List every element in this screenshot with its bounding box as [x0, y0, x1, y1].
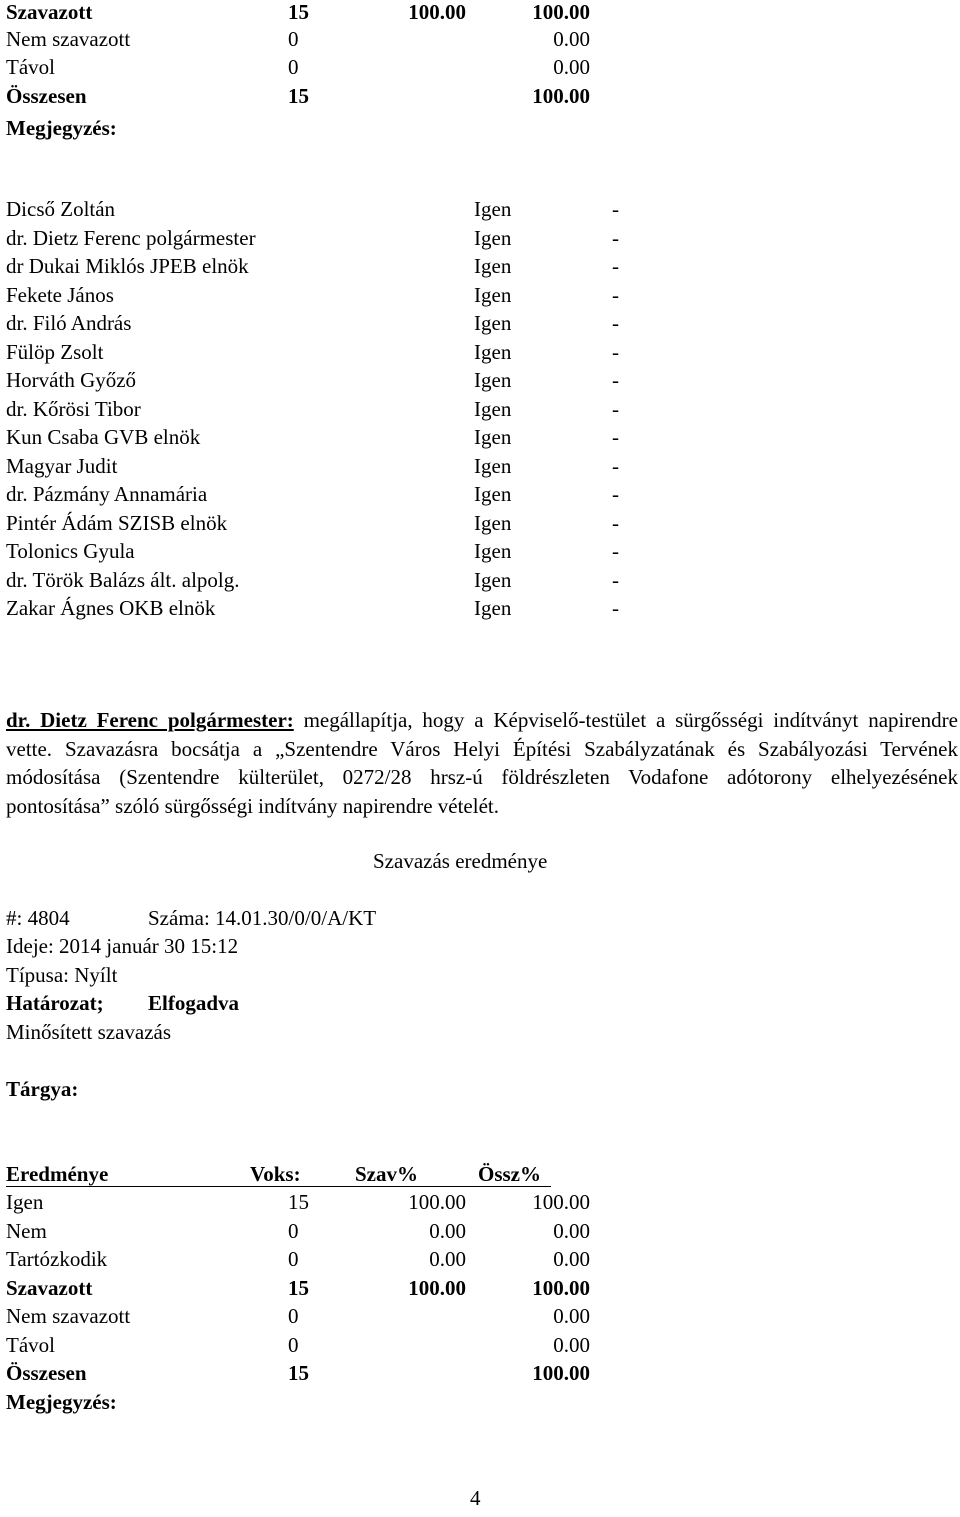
decision-label: Határozat; [6, 991, 104, 1015]
voter-extra: - [612, 596, 619, 620]
vote-date: Ideje: 2014 január 30 15:12 [6, 934, 239, 958]
decision-value: Elfogadva [148, 991, 240, 1015]
top-note-label: Megjegyzés: [6, 116, 117, 140]
result-row-ossz: 0.00 [553, 1218, 590, 1243]
vote-number: Száma: 14.01.30/0/0/A/KT [148, 906, 377, 930]
voter-name: Pintér Ádám SZISB elnök [6, 510, 228, 535]
vote-type: Típusa: Nyílt [6, 963, 118, 987]
voter-extra: - [612, 425, 619, 449]
top-row-label: Távol [6, 55, 55, 79]
voter-vote: Igen [474, 596, 512, 620]
result-row-szav: 0.00 [429, 1218, 466, 1243]
voter-extra: - [612, 396, 619, 421]
top-row-szav: 100.00 [408, 0, 466, 24]
result-row-voks: 0 [288, 1247, 299, 1271]
result-row-label: Nem [6, 1218, 47, 1243]
result-row-ossz: 100.00 [532, 1190, 590, 1214]
voter-name: dr. Pázmány Annamária [6, 482, 208, 506]
voter-extra: - [612, 225, 619, 250]
result-row-ossz: 0.00 [553, 1304, 590, 1328]
top-row-voks: 0 [288, 55, 299, 79]
voter-vote: Igen [474, 539, 512, 563]
result-row-label: Tartózkodik [6, 1247, 108, 1271]
result-row-voks: 0 [288, 1304, 299, 1328]
statement-speaker: dr. Dietz Ferenc polgármester: [6, 708, 294, 732]
result-row-label: Igen [6, 1190, 44, 1214]
voter-vote: Igen [474, 197, 512, 221]
voter-name: Kun Csaba GVB elnök [6, 425, 201, 449]
voter-vote: Igen [474, 254, 512, 278]
voter-extra: - [612, 539, 619, 563]
result-row-szav: 0.00 [429, 1247, 466, 1271]
voter-name: Magyar Judit [6, 453, 118, 478]
header-szav: Szav% [355, 1162, 418, 1186]
top-row-ossz: 0.00 [553, 27, 590, 51]
top-row-voks: 15 [288, 0, 309, 24]
voter-vote: Igen [474, 225, 512, 250]
voter-extra: - [612, 482, 619, 506]
result-note-label: Megjegyzés: [6, 1390, 117, 1414]
voter-vote: Igen [474, 453, 512, 478]
voter-extra: - [612, 311, 619, 335]
result-row-voks: 15 [288, 1275, 309, 1300]
top-row-label: Szavazott [6, 0, 93, 24]
voter-vote: Igen [474, 425, 512, 449]
voter-vote: Igen [474, 311, 512, 335]
result-row-voks: 15 [288, 1190, 309, 1214]
result-row-voks: 0 [288, 1218, 299, 1243]
result-row-label: Összesen [6, 1361, 87, 1385]
voter-name: Horváth Győző [6, 368, 137, 392]
voter-extra: - [612, 197, 619, 221]
voter-extra: - [612, 510, 619, 535]
statement-text: megállapítja, hogy a Képviselő-testület a sürgősségi indítványt napirendre vette. Szavazásra bocsátja a „Szentendre Város Helyi Építési Szabályzatának és Szabályozási Tervének módosítása (Szentendre külterület, 0272/28 hrsz-ú földrészleten Vodafone adótorony elhelyezésének pontosítása” szóló sürgősségi indítvány napirendre vételét. [6, 708, 958, 818]
voter-vote: Igen [474, 282, 512, 307]
voter-name: dr. Dietz Ferenc polgármester [6, 225, 256, 250]
result-row-ossz: 0.00 [553, 1332, 590, 1357]
page-number: 4 [470, 1486, 481, 1510]
result-row-voks: 15 [288, 1361, 309, 1385]
top-row-voks: 0 [288, 27, 299, 51]
header-eredmenye: Eredménye [6, 1162, 109, 1186]
top-row-ossz: 100.00 [532, 84, 590, 108]
voter-vote: Igen [474, 510, 512, 535]
statement-paragraph [6, 706, 958, 820]
voter-extra: - [612, 567, 619, 592]
voter-name: dr Dukai Miklós JPEB elnök [6, 254, 249, 278]
voter-name: Dicső Zoltán [6, 197, 116, 221]
vote-id: #: 4804 [6, 906, 70, 930]
top-row-voks: 15 [288, 84, 309, 108]
subject-label: Tárgya: [6, 1077, 79, 1101]
result-row-ossz: 100.00 [532, 1361, 590, 1385]
result-row-label: Szavazott [6, 1275, 93, 1300]
header-voks: Voks: [250, 1162, 301, 1186]
top-row-ossz: 100.00 [532, 0, 590, 24]
voter-name: Fekete János [6, 282, 114, 307]
voter-extra: - [612, 453, 619, 478]
result-row-ossz: 100.00 [532, 1275, 590, 1300]
voter-name: dr. Török Balázs ált. alpolg. [6, 567, 240, 592]
voter-vote: Igen [474, 339, 512, 364]
voter-vote: Igen [474, 567, 512, 592]
result-row-label: Távol [6, 1332, 55, 1357]
voter-vote: Igen [474, 396, 512, 421]
top-row-ossz: 0.00 [553, 55, 590, 79]
voter-name: Zakar Ágnes OKB elnök [6, 596, 216, 620]
header-ossz: Össz% [478, 1162, 541, 1186]
voter-name: dr. Filó András [6, 311, 132, 335]
qualified-vote: Minősített szavazás [6, 1020, 172, 1044]
voter-name: dr. Kőrösi Tibor [6, 396, 141, 421]
voter-vote: Igen [474, 368, 512, 392]
vote-result-heading: Szavazás eredménye [373, 849, 548, 873]
voter-extra: - [612, 282, 619, 307]
result-row-szav: 100.00 [408, 1275, 466, 1300]
result-row-label: Nem szavazott [6, 1304, 131, 1328]
voter-name: Fülöp Zsolt [6, 339, 104, 364]
result-row-ossz: 0.00 [553, 1247, 590, 1271]
top-row-label: Összesen [6, 84, 87, 108]
voter-extra: - [612, 339, 619, 364]
result-row-szav: 100.00 [408, 1190, 466, 1214]
voter-extra: - [612, 254, 619, 278]
result-row-voks: 0 [288, 1332, 299, 1357]
voter-vote: Igen [474, 482, 512, 506]
voter-name: Tolonics Gyula [6, 539, 135, 563]
voter-extra: - [612, 368, 619, 392]
top-row-label: Nem szavazott [6, 27, 131, 51]
